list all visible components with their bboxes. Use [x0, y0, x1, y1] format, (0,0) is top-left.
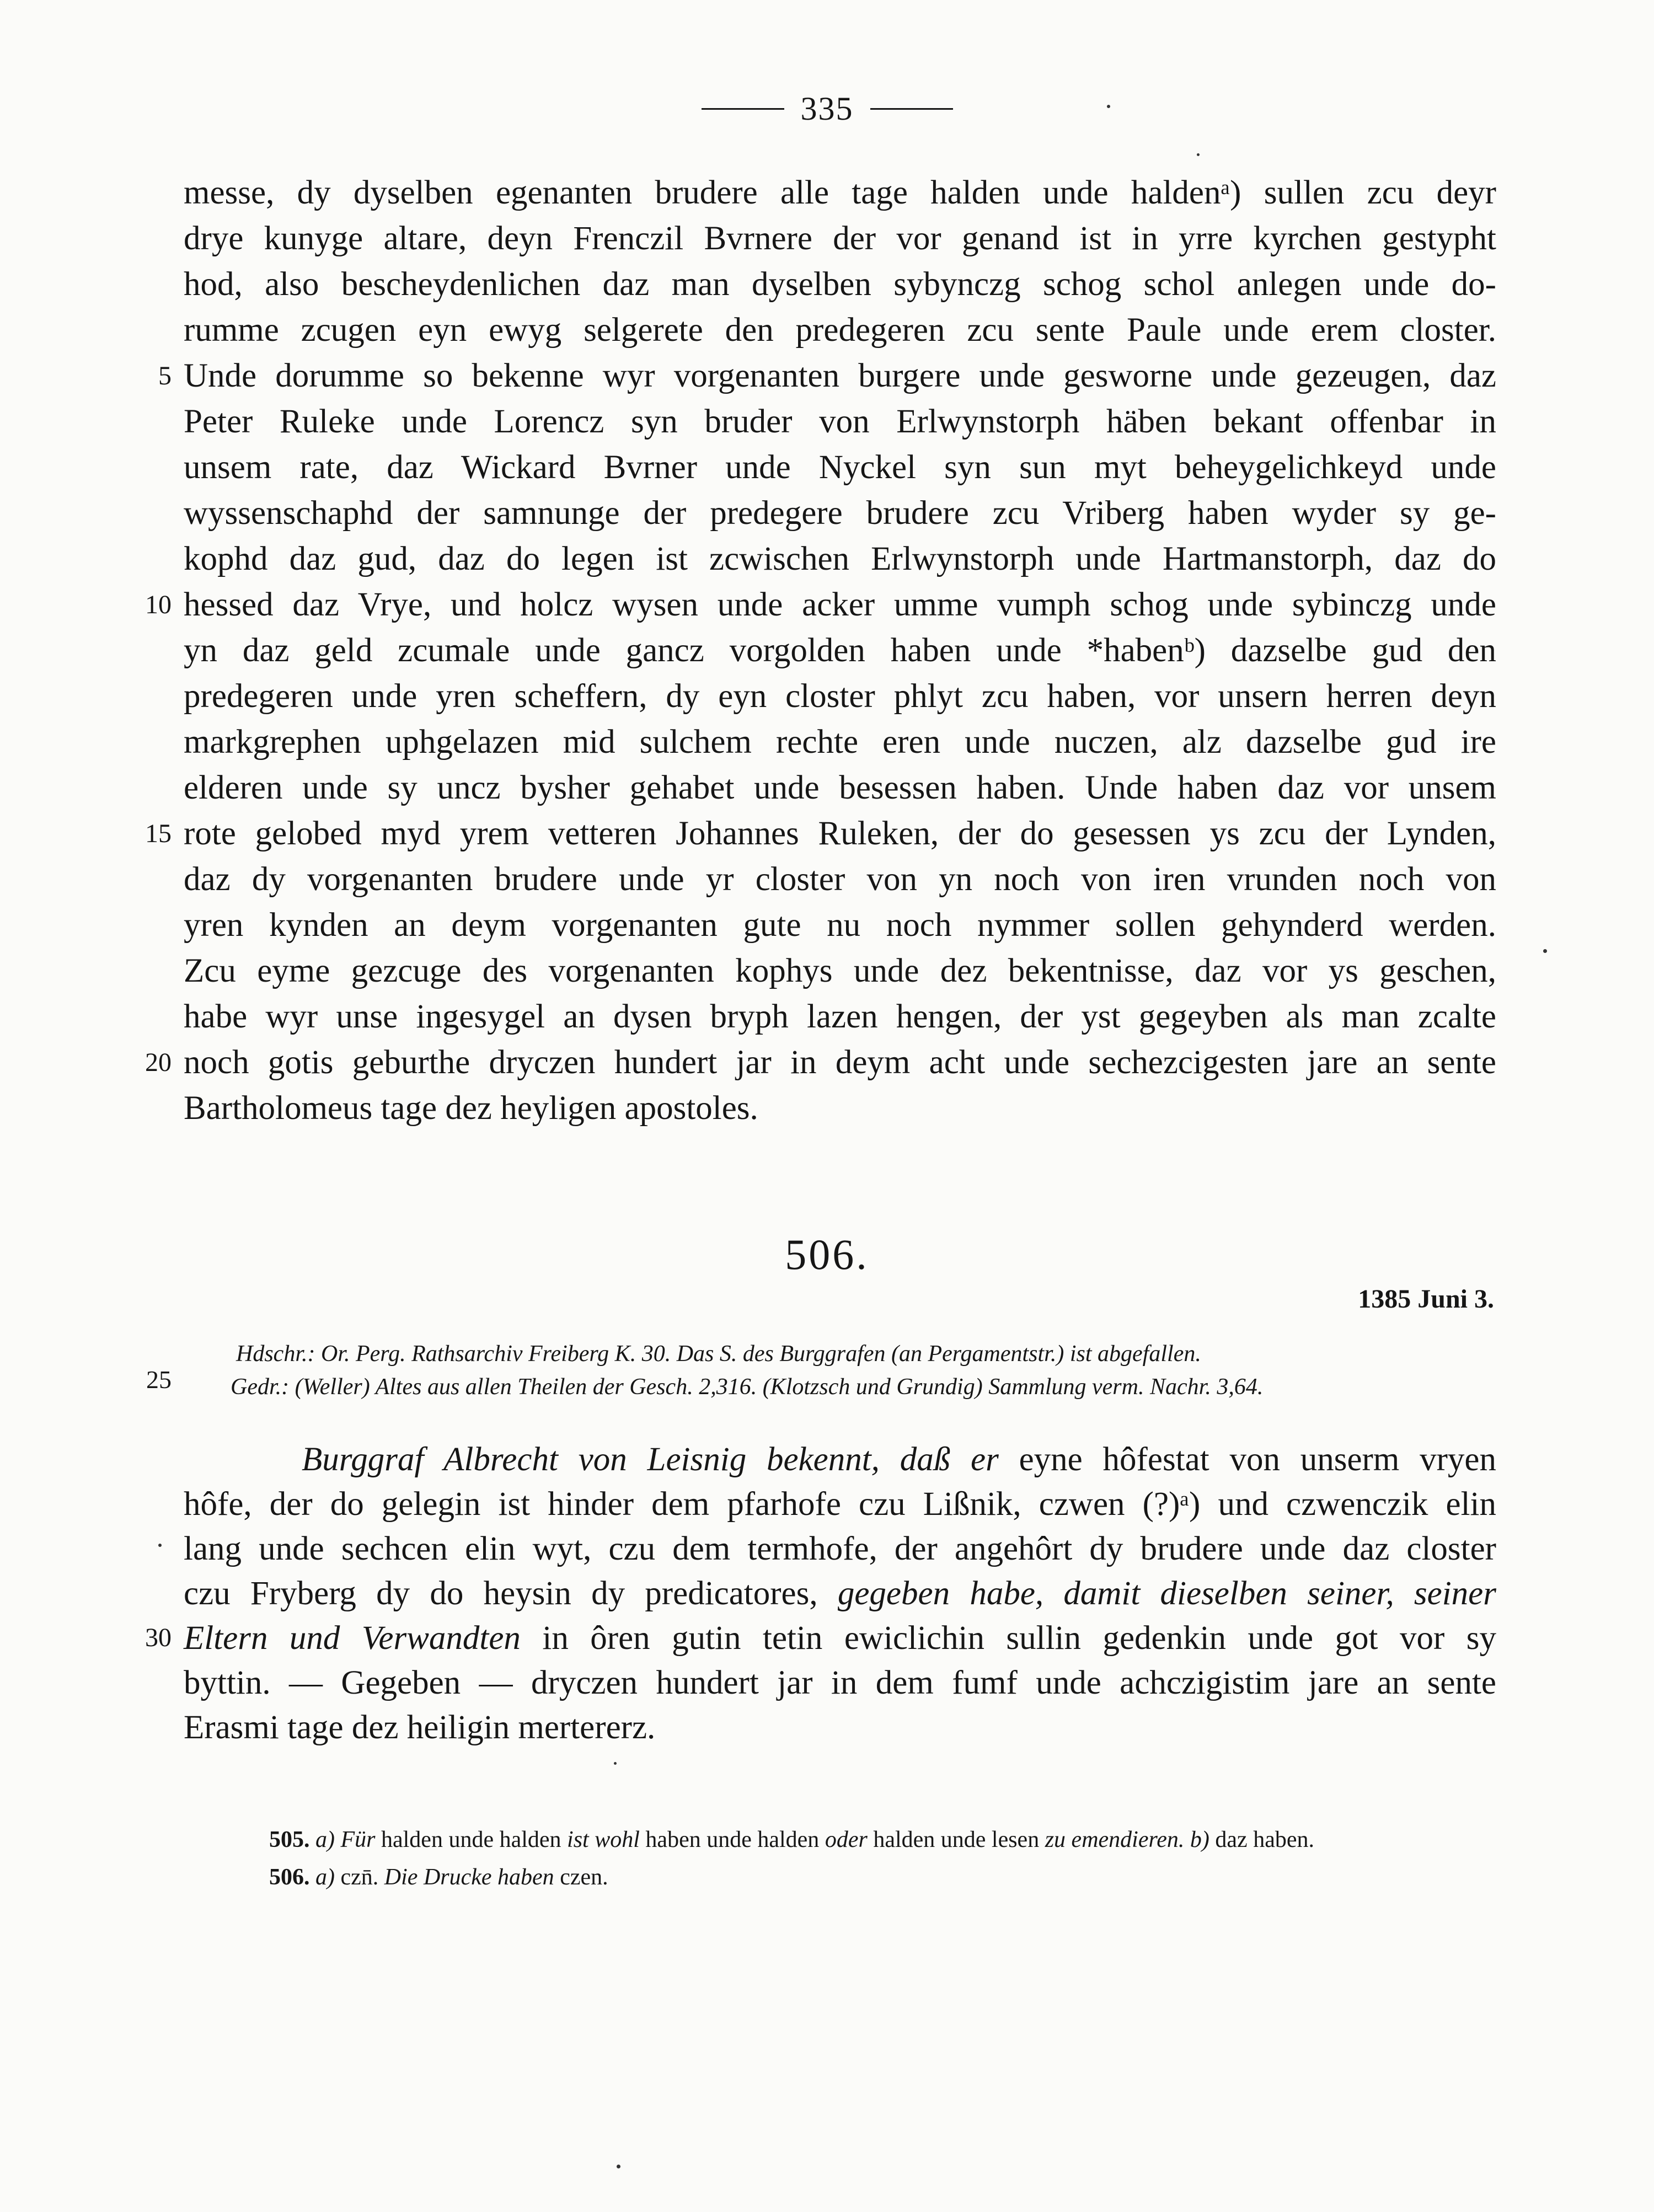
footnote-marker: a) — [315, 1827, 335, 1852]
regest-line: lang unde sechcen elin wyt, czu dem termhofe, der angehôrt dy brudere unde daz closter — [184, 1530, 1496, 1567]
print-source: Gedr.: (Weller) Altes aus allen Theilen der Gesch. 2,316. (Klotzsch und Grundig) Sammlung verm. Nachr. 3,64. — [231, 1374, 1264, 1400]
regest-text: in ôren gutin tetin ewiclichin sullin gedenkin unde got vor sy — [520, 1620, 1496, 1657]
footnote-text: halden unde halden — [381, 1827, 561, 1852]
regest-line — [184, 1616, 1496, 1661]
text-line: Bartholomeus tage dez heyligen apostoles. — [184, 1090, 758, 1127]
line-number: 20 — [145, 1048, 172, 1077]
header-rule-left — [702, 108, 784, 110]
regest-line: byttin. — Gegeben — dryczen hundert jar in dem fumf unde achczigistim jare an sente — [184, 1664, 1496, 1701]
regest-text: czu Fryberg dy do heysin dy predicatores, — [184, 1575, 838, 1612]
footnote-text: Die Drucke haben — [384, 1865, 554, 1890]
text-line: kophd daz gud, daz do legen ist zcwischen Erlwynstorph unde Hartmanstorph, daz do — [184, 540, 1496, 577]
regest-line — [184, 1571, 1496, 1616]
text-line: yn daz geld zcumale unde gancz vorgolden haben unde *habenᵇ) dazselbe gud den — [184, 632, 1496, 669]
text-line: messe, dy dyselben egenanten brudere alle tage halden unde haldenᵃ) sullen zcu deyr — [184, 174, 1496, 211]
text-line: yren kynden an deym vorgenanten gute nu noch nymmer sollen gehynderd werden. — [184, 907, 1496, 944]
footnote-text: czn̄. — [340, 1865, 379, 1890]
footnote-text: Für — [340, 1827, 376, 1852]
text-line: Peter Ruleke unde Lorencz syn bruder von Erlwynstorph häben bekant offenbar in — [184, 403, 1496, 440]
regest-text: eyne hôfestat von unserm vryen — [998, 1441, 1496, 1478]
scan-speck — [614, 1762, 617, 1765]
line-number: 25 — [146, 1365, 172, 1394]
footnote-505 — [269, 1824, 1314, 1855]
text-line: markgrephen uphgelazen mid sulchem rechte eren unde nuczen, alz dazselbe gud ire — [184, 724, 1496, 760]
document-number: 506. — [785, 1230, 869, 1278]
footnote-marker: b) — [1190, 1827, 1209, 1852]
footnote-text: daz haben. — [1215, 1827, 1314, 1852]
regest-italic: Burggraf Albrecht von Leisnig bekennt, daß er — [302, 1441, 999, 1478]
footnote-text: czen. — [560, 1865, 608, 1890]
line-number: 5 — [158, 361, 172, 390]
footnote-marker: a) — [315, 1865, 335, 1890]
scan-speck — [1197, 153, 1200, 156]
line-number: 10 — [145, 590, 172, 619]
text-line: wyssenschaphd der samnunge der predegere brudere zcu Vriberg haben wyder sy ge- — [184, 495, 1496, 532]
scan-speck — [1543, 949, 1547, 953]
page-header — [0, 90, 1654, 128]
footnote-text: zu emendieren. — [1045, 1827, 1185, 1852]
text-line: elderen unde sy uncz bysher gehabet unde besessen haben. Unde haben daz vor unsem — [184, 769, 1496, 806]
scan-speck — [617, 2165, 620, 2168]
text-line: rote gelobed myd yrem vetteren Johannes Ruleken, der do gesessen ys zcu der Lynden, — [184, 815, 1496, 852]
footnote-506 — [269, 1862, 608, 1893]
text-line: Unde dorumme so bekenne wyr vorgenanten burgere unde gesworne unde gezeugen, daz — [184, 357, 1496, 394]
footnote-text: haben unde halden — [645, 1827, 820, 1852]
line-number: 15 — [145, 819, 172, 848]
document-date: 1385 Juni 3. — [1358, 1284, 1494, 1314]
text-line: predegeren unde yren scheffern, dy eyn closter phlyt zcu haben, vor unsern herren deyn — [184, 678, 1496, 715]
text-line: daz dy vorgenanten brudere unde yr closter von yn noch von iren vrunden noch von — [184, 861, 1496, 898]
footnote-text: halden unde lesen — [873, 1827, 1040, 1852]
header-rule-right — [870, 108, 953, 110]
text-line: habe wyr unse ingesygel an dysen bryph lazen hengen, der yst gegeyben als man zcalte — [184, 998, 1496, 1035]
scan-speck — [1107, 105, 1110, 108]
text-line: drye kunyge altare, deyn Frenczil Bvrnere der vor genand ist in yrre kyrchen gestypht — [184, 220, 1496, 257]
line-number: 30 — [145, 1623, 172, 1652]
text-line: hessed daz Vrye, und holcz wysen unde acker umme vumph schog unde sybinczg unde — [184, 586, 1496, 623]
text-line: Zcu eyme gezcuge des vorgenanten kophys unde dez bekentnisse, daz vor ys geschen, — [184, 952, 1496, 989]
scan-speck — [158, 1544, 162, 1547]
manuscript-source: Hdschr.: Or. Perg. Rathsarchiv Freiberg K. 30. Das S. des Burggrafen (an Pergamentstr.) ist abgefallen. — [236, 1341, 1201, 1367]
regest-line: Erasmi tage dez heiligin mertererz. — [184, 1709, 656, 1746]
footnote-text: ist wohl — [567, 1827, 640, 1852]
text-line: hod, also bescheydenlichen daz man dyselben sybynczg schog schol anlegen unde do- — [184, 266, 1496, 303]
text-line: unsem rate, daz Wickard Bvrner unde Nyckel syn sun myt beheygelichkeyd unde — [184, 449, 1496, 486]
regest-line: hôfe, der do gelegin ist hinder dem pfarhofe czu Lißnik, czwen (?)ᵃ) und czwenczik elin — [184, 1486, 1496, 1523]
regest-italic: gegeben habe, damit dieselben seiner, seiner — [837, 1575, 1496, 1612]
regest-line — [302, 1437, 1496, 1482]
text-line: rumme zcugen eyn ewyg selgerete den predegeren zcu sente Paule unde erem closter. — [184, 312, 1496, 349]
footnote-label: 506. — [269, 1865, 310, 1890]
text-line: noch gotis geburthe dryczen hundert jar in deym acht unde sechezcigesten jare an sente — [184, 1044, 1496, 1081]
regest-italic: Eltern und Verwandten — [184, 1620, 521, 1657]
footnote-label: 505. — [269, 1827, 310, 1852]
footnote-text: oder — [825, 1827, 868, 1852]
page-number: 335 — [800, 90, 854, 127]
